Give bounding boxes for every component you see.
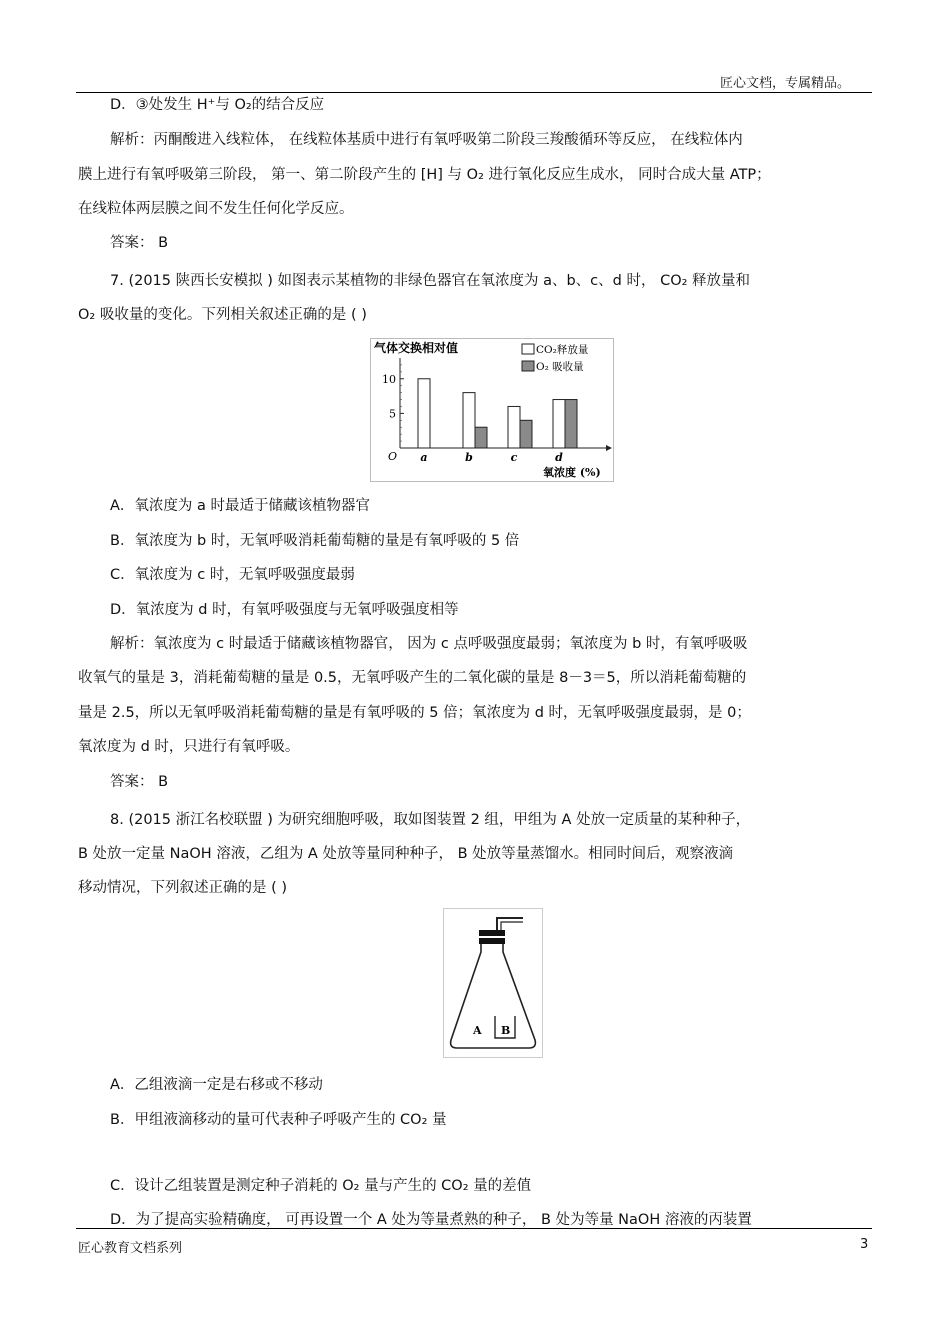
x-tick-label-c: c (510, 451, 518, 464)
flask-apparatus-diagram (443, 908, 543, 1058)
y-tick-label: 10 (382, 372, 396, 386)
footer-text: 匠心教育文档系列 (78, 1241, 183, 1256)
q8-option-c: C．设计乙组装置是测定种子消耗的 O₂ 量与产生的 CO₂ 量的差值 (110, 1178, 532, 1194)
q8-stem-line1: 8. (2015 浙江名校联盟 ) 为研究细胞呼吸，取如图装置 2 组，甲组为 A 处放一定质量的某种种子， (110, 812, 751, 828)
chart-ylabel: 气体交换相对值 (374, 341, 459, 355)
chart-xlabel: 氧浓度 (%) (543, 466, 601, 479)
bar-co2-a (418, 379, 430, 448)
x-tick-label-b: b (465, 451, 473, 464)
q7-option-d: D．氧浓度为 d 时，有氧呼吸强度与无氧呼吸强度相等 (110, 602, 459, 618)
bar-co2-d (553, 400, 565, 448)
y-tick-label: 5 (389, 407, 396, 421)
legend-swatch-o2 (522, 361, 534, 371)
bar-o2-c (520, 420, 532, 448)
q7-option-c: C．氧浓度为 c 时，无氧呼吸强度最弱 (110, 567, 355, 583)
q6-analysis-line1: 解析：丙酮酸进入线粒体， 在线粒体基质中进行有氧呼吸第二阶段三羧酸循环等反应， 在线粒体内 (110, 132, 743, 148)
legend-swatch-co2 (522, 344, 534, 354)
q6-analysis-line3: 在线粒体两层膜之间不发生任何化学反应。 (78, 201, 354, 217)
legend-label-co2: CO₂释放量 (536, 344, 589, 356)
chart-origin-label: O (388, 450, 398, 463)
footer-divider (76, 1228, 872, 1229)
legend-label-o2: O₂ 吸收量 (536, 361, 584, 373)
q7-stem-line1: 7. (2015 陕西长安模拟 ) 如图表示某植物的非绿色器官在氧浓度为 a、b、c、d 时， CO₂ 释放量和 (110, 273, 751, 289)
q8-option-d: D．为了提高实验精确度， 可再设置一个 A 处为等量煮熟的种子， B 处为等量 NaOH 溶液的丙装置 (110, 1212, 752, 1228)
q7-option-a: A．氧浓度为 a 时最适于储藏该植物器官 (110, 498, 371, 514)
bar-o2-d (565, 400, 577, 448)
header-divider (76, 92, 872, 93)
q7-analysis-line2: 收氧气的量是 3，消耗葡萄糖的量是 0.5，无氧呼吸产生的二氧化碳的量是 8－3＝5，所以消耗葡萄糖的 (78, 670, 747, 686)
bar-o2-b (475, 427, 487, 448)
q8-stem-line3: 移动情况，下列叙述正确的是 ( ) (78, 880, 288, 896)
q7-analysis-line4: 氧浓度为 d 时，只进行有氧呼吸。 (78, 739, 300, 755)
q8-stem-line2: B 处放一定量 NaOH 溶液，乙组为 A 处放等量同种种子， B 处放等量蒸馏水。相同时间后，观察液滴 (78, 846, 734, 862)
q8-option-a: A．乙组液滴一定是右移或不移动 (110, 1077, 323, 1093)
flask-label-b: B (501, 1024, 511, 1037)
q8-option-b: B．甲组液滴移动的量可代表种子呼吸产生的 CO₂ 量 (110, 1112, 447, 1128)
q7-analysis-line1: 解析：氧浓度为 c 时最适于储藏该植物器官， 因为 c 点呼吸强度最弱；氧浓度为 b 时，有氧呼吸吸 (110, 636, 748, 652)
x-tick-label-a: a (420, 451, 428, 464)
q7-analysis-line3: 量是 2.5，所以无氧呼吸消耗葡萄糖的量是有氧呼吸的 5 倍；氧浓度为 d 时，无氧呼吸强度最弱，是 0； (78, 705, 751, 721)
bar-co2-c (508, 406, 520, 448)
q7-stem-line2: O₂ 吸收量的变化。下列相关叙述正确的是 ( ) (78, 307, 367, 323)
x-tick-label-d: d (555, 451, 563, 464)
q6-analysis-line2: 膜上进行有氧呼吸第三阶段， 第一、第二阶段产生的 [H] 与 O₂ 进行氧化反应生成水， 同时合成大量 ATP； (78, 167, 771, 183)
header-text: 匠心文档，专属精品。 (720, 76, 851, 91)
gas-exchange-bar-chart (370, 338, 614, 482)
q7-option-b: B．氧浓度为 b 时，无氧呼吸消耗葡萄糖的量是有氧呼吸的 5 倍 (110, 533, 520, 549)
flask-label-a: A (473, 1024, 482, 1037)
page-number: 3 (860, 1237, 869, 1252)
q6-answer: 答案： B (110, 235, 169, 251)
rubber-stopper (479, 930, 505, 936)
bar-co2-b (463, 393, 475, 448)
q6-option-d: D．③处发生 H⁺与 O₂的结合反应 (110, 97, 325, 113)
q7-answer: 答案： B (110, 774, 169, 790)
